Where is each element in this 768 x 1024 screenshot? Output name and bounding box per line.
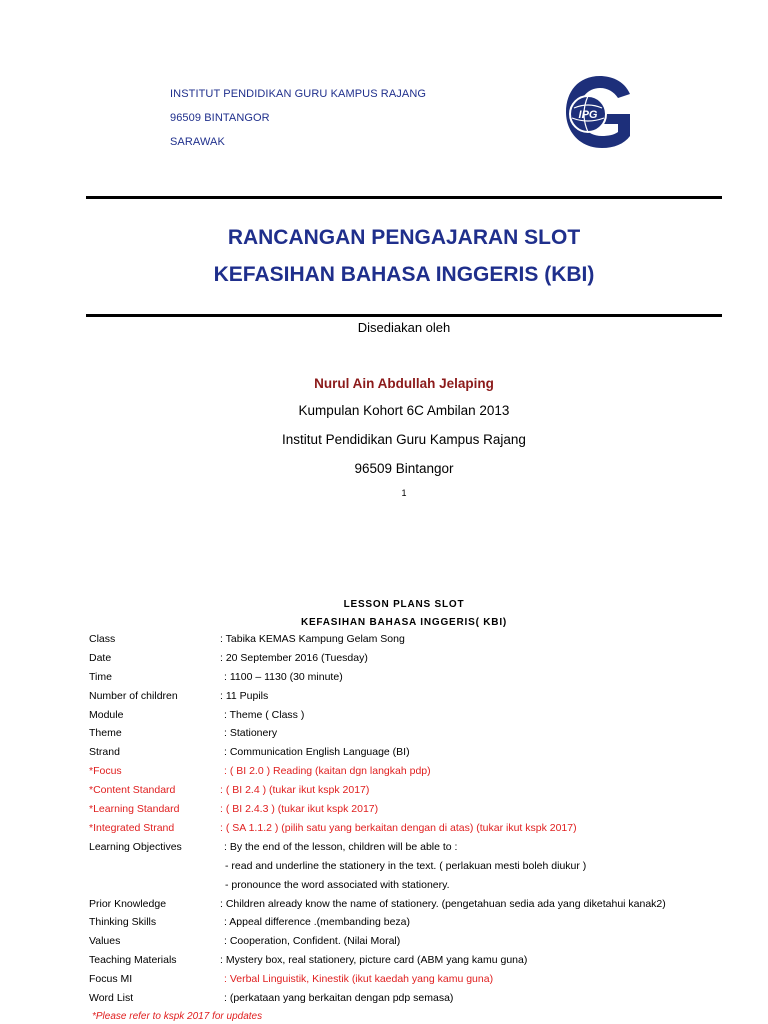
lesson-plan-heading1: LESSON PLANS SLOT <box>343 599 465 610</box>
row-label: Time <box>89 671 112 683</box>
row-label: Theme <box>89 727 122 739</box>
row-label: Focus MI <box>89 973 133 985</box>
row-value: : ( SA 1.1.2 ) (pilih satu yang berkaitan dengan di atas) (tukar ikut kspk 2017) <box>220 822 577 834</box>
row-value: : (perkataan yang berkaitan dengan pdp semasa) <box>224 992 454 1004</box>
row-value: : ( BI 2.0 ) Reading (kaitan dgn langkah pdp) <box>224 765 431 777</box>
top-rule <box>86 196 722 199</box>
row-label: Word List <box>89 992 134 1004</box>
row-value: : Cooperation, Confident. (Nilai Moral) <box>224 935 401 947</box>
kspk-footnote: *Please refer to kspk 2017 for updates <box>92 1011 263 1022</box>
row-value: : 1100 – 1130 (30 minute) <box>224 671 343 683</box>
bottom-rule <box>86 314 722 317</box>
row-value: : Stationery <box>224 727 278 739</box>
row-label: Number of children <box>89 690 178 702</box>
author-cohort: Kumpulan Kohort 6C Ambilan 2013 <box>298 403 510 418</box>
row-value: : 20 September 2016 (Tuesday) <box>220 652 368 664</box>
row-label: Thinking Skills <box>89 916 157 928</box>
institute-address-line1: INSTITUT PENDIDIKAN GURU KAMPUS RAJANG <box>170 88 427 100</box>
row-label: Prior Knowledge <box>89 898 167 910</box>
row-label: Class <box>89 633 116 645</box>
document-title-line1: RANCANGAN PENGAJARAN SLOT <box>227 226 581 249</box>
row-label: *Focus <box>89 765 122 777</box>
page-number: 1 <box>401 488 407 498</box>
row-label: Teaching Materials <box>89 954 177 966</box>
institute-address-line2: 96509 BINTANGOR <box>170 112 270 124</box>
prepared-by-label: Disediakan oleh <box>357 320 451 335</box>
objective-item: - read and underline the stationery in the text. ( perlakuan mesti boleh diukur ) <box>225 860 587 872</box>
row-value: : Theme ( Class ) <box>224 709 305 721</box>
row-label: *Learning Standard <box>89 803 180 815</box>
institute-address-line3: SARAWAK <box>170 136 225 148</box>
logo-text: IPG <box>578 109 598 121</box>
author-address: 96509 Bintangor <box>354 461 454 476</box>
row-value: : Communication English Language (BI) <box>224 746 410 758</box>
row-label: Module <box>89 709 124 721</box>
objective-item: - pronounce the word associated with stationery. <box>225 879 450 891</box>
row-value: : Children already know the name of stationery. (pengetahuan sedia ada yang diketahui kanak2) <box>220 898 666 910</box>
row-value: : By the end of the lesson, children will be able to : <box>224 841 458 853</box>
author-institute: Institut Pendidikan Guru Kampus Rajang <box>282 432 526 447</box>
row-label: Date <box>89 652 112 664</box>
row-label: Values <box>89 935 121 947</box>
row-value: : Mystery box, real stationery, picture card (ABM yang kamu guna) <box>220 954 528 966</box>
row-value: : ( BI 2.4 ) (tukar ikut kspk 2017) <box>220 784 370 796</box>
row-label: *Integrated Strand <box>89 822 175 834</box>
lesson-plan-heading2: KEFASIHAN BAHASA INGGERIS( KBI) <box>300 617 508 628</box>
author-name: Nurul Ain Abdullah Jelaping <box>314 376 494 391</box>
row-label: Learning Objectives <box>89 841 182 853</box>
row-value: : ( BI 2.4.3 ) (tukar ikut kspk 2017) <box>220 803 379 815</box>
row-value: : Appeal difference .(membanding beza) <box>224 916 411 928</box>
row-label: *Content Standard <box>89 784 176 796</box>
row-value: : Tabika KEMAS Kampung Gelam Song <box>220 633 405 645</box>
row-value: : 11 Pupils <box>220 690 269 702</box>
document-title-line2: KEFASIHAN BAHASA INGGERIS (KBI) <box>213 263 595 286</box>
row-value: : Verbal Linguistik, Kinestik (ikut kaedah yang kamu guna) <box>224 973 494 985</box>
row-label: Strand <box>89 746 120 758</box>
ipg-logo <box>562 74 632 150</box>
